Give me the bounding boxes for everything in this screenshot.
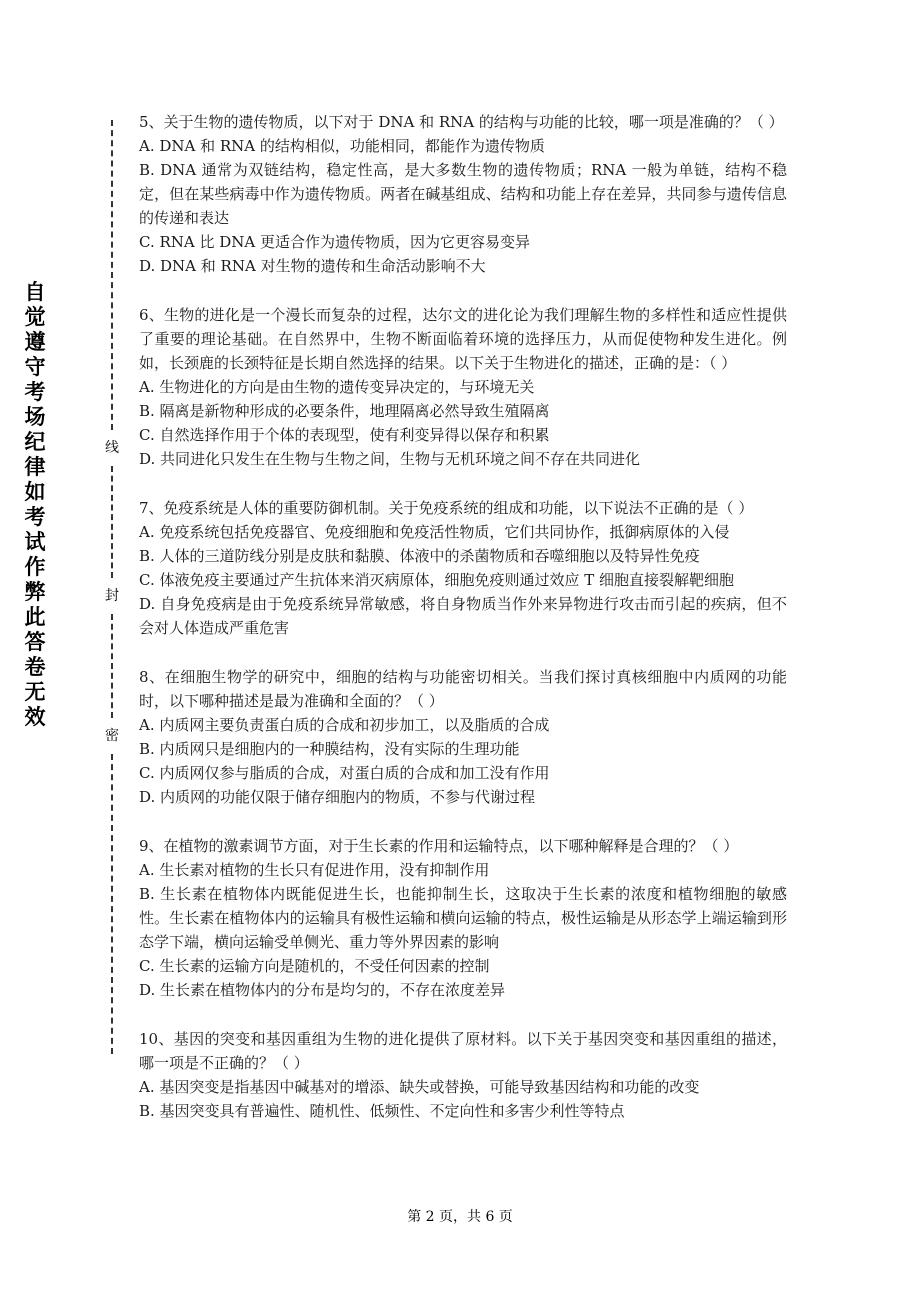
question-stem: 10、基因的突变和基因重组为生物的进化提供了原材料。以下关于基因突变和基因重组的描述，哪一项是不正确的？（ ） [139, 1030, 787, 1072]
option-c: C. 生长素的运输方向是随机的，不受任何因素的控制 [139, 957, 490, 975]
seal-label-seal: 封 [102, 587, 122, 605]
seal-dashed-line [111, 614, 113, 718]
option-a: A. 生物进化的方向是由生物的遗传变异决定的，与环境无关 [139, 378, 535, 396]
question-9 [139, 834, 787, 1002]
question-list [139, 110, 787, 1148]
question-6 [139, 303, 787, 471]
seal-dashed-line [111, 754, 113, 1054]
option-a: A. DNA 和 RNA 的结构相似，功能相同，都能作为遗传物质 [139, 137, 545, 155]
question-7 [139, 496, 787, 640]
seal-label-secret: 密 [102, 727, 122, 745]
seal-label-line: 线 [102, 439, 122, 457]
question-5 [139, 110, 787, 278]
option-a: A. 生长素对植物的生长只有促进作用，没有抑制作用 [139, 861, 490, 879]
question-10 [139, 1027, 787, 1123]
question-stem: 6、生物的进化是一个漫长而复杂的过程，达尔文的进化论为我们理解生物的多样性和适应性提供了重要的理论基础。在自然界中，生物不断面临着环境的选择压力，从而促使物种发生进化。例如，长颈鹿的长颈特征是长期自然选择的结果。以下关于生物进化的描述，正确的是：（ ） [139, 306, 787, 372]
option-b: B. 生长素在植物体内既能促进生长，也能抑制生长，这取决于生长素的浓度和植物细胞的敏感性。生长素在植物体内的运输具有极性运输和横向运输的特点，极性运输是从形态学上端运输到形态学下端，横向运输受单侧光、重力等外界因素的影响 [139, 885, 787, 951]
option-c: C. 自然选择作用于个体的表现型，使有利变异得以保存和积累 [139, 426, 550, 444]
option-a: A. 免疫系统包括免疫器官、免疫细胞和免疫活性物质，它们共同协作，抵御病原体的入侵 [139, 523, 730, 541]
option-b: B. 人体的三道防线分别是皮肤和黏膜、体液中的杀菌物质和吞噬细胞以及特异性免疫 [139, 547, 700, 565]
option-c: C. 体液免疫主要通过产生抗体来消灭病原体，细胞免疫则通过效应 T 细胞直接裂解靶细胞 [139, 571, 735, 589]
seal-dashed-line [111, 120, 113, 430]
option-b: B. 隔离是新物种形成的必要条件，地理隔离必然导致生殖隔离 [139, 402, 550, 420]
option-c: C. RNA 比 DNA 更适合作为遗传物质，因为它更容易变异 [139, 233, 531, 251]
option-d: D. 生长素在植物体内的分布是均匀的，不存在浓度差异 [139, 981, 506, 999]
question-stem: 5、关于生物的遗传物质，以下对于 DNA 和 RNA 的结构与功能的比较，哪一项是准确的？（ ） [139, 113, 784, 131]
page-number: 第 2 页，共 6 页 [407, 1209, 513, 1225]
option-d: D. DNA 和 RNA 对生物的遗传和生命活动影响不大 [139, 257, 486, 275]
exam-discipline-notice: 自 觉 遵 守 考 场 纪 律 如 考 试 作 弊 此 答 卷 无 效 [24, 280, 46, 729]
option-a: A. 内质网主要负责蛋白质的合成和初步加工，以及脂质的合成 [139, 716, 550, 734]
option-b: B. 基因突变具有普遍性、随机性、低频性、不定向性和多害少利性等特点 [139, 1102, 625, 1120]
option-d: D. 共同进化只发生在生物与生物之间，生物与无机环境之间不存在共同进化 [139, 450, 641, 468]
option-a: A. 基因突变是指基因中碱基对的增添、缺失或替换，可能导致基因结构和功能的改变 [139, 1078, 700, 1096]
option-d: D. 内质网的功能仅限于储存细胞内的物质，不参与代谢过程 [139, 788, 536, 806]
option-d: D. 自身免疫病是由于免疫系统异常敏感，将自身物质当作外来异物进行攻击而引起的疾病，但不会对人体造成严重危害 [139, 595, 787, 637]
seal-dashed-line [111, 466, 113, 578]
option-b: B. 内质网只是细胞内的一种膜结构，没有实际的生理功能 [139, 740, 520, 758]
question-stem: 8、在细胞生物学的研究中，细胞的结构与功能密切相关。当我们探讨真核细胞中内质网的功能时，以下哪种描述是最为准确和全面的？（ ） [139, 668, 787, 710]
question-8 [139, 665, 787, 809]
question-stem: 7、免疫系统是人体的重要防御机制。关于免疫系统的组成和功能，以下说法不正确的是（ ） [139, 499, 754, 517]
option-b: B. DNA 通常为双链结构，稳定性高，是大多数生物的遗传物质；RNA 一般为单链，结构不稳定，但在某些病毒中作为遗传物质。两者在碱基组成、结构和功能上存在差异，共同参与遗传信息的传递和表达 [139, 161, 787, 227]
option-c: C. 内质网仅参与脂质的合成，对蛋白质的合成和加工没有作用 [139, 764, 550, 782]
question-stem: 9、在植物的激素调节方面，对于生长素的作用和运输特点，以下哪种解释是合理的？（ ） [139, 837, 739, 855]
